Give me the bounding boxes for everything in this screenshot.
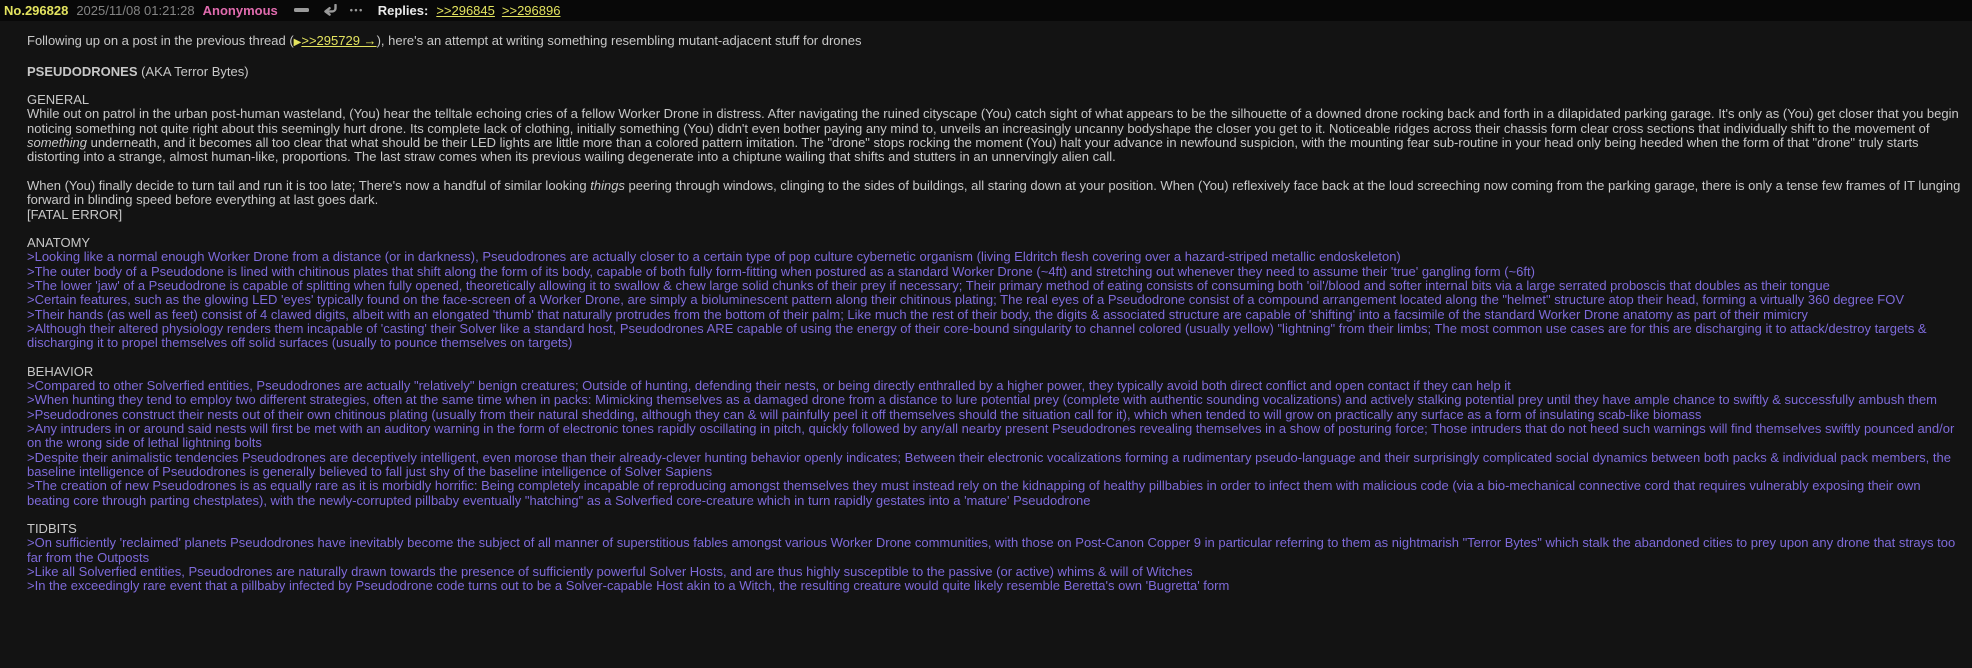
quote-line: [27, 393, 1962, 407]
section-heading: [27, 93, 1962, 107]
text-segment: things: [590, 177, 625, 193]
post-number[interactable]: No.296828: [4, 2, 69, 18]
section-heading: [27, 365, 1962, 379]
text-segment: ANATOMY: [27, 235, 91, 251]
text-segment: (AKA Terror Bytes): [137, 63, 249, 79]
post-menu-icon[interactable]: •••: [349, 5, 364, 15]
section-heading: [27, 236, 1962, 250]
text-segment: >The outer body of a Pseudodone is lined with chitinous plates that shift along the form of its body, capable of both fully form-fitting when postured as a standard Worker Drone (~4ft) and stretching out whenever they need to assume their 'true' gangling form (~6ft): [27, 263, 1535, 279]
text-segment: >On sufficiently 'reclaimed' planets Pseudodrones have inevitably become the subject of all manner of superstitious fables amongst various Worker Drone communities, with those on Post-Canon Copper 9 in particular referring to them as nightmarish "Terror Bytes" which stalk the abandoned cities to prey upon any drone that strays too far from the Outposts: [27, 535, 1956, 565]
text-segment: >Any intruders in or around said nests will first be met with an auditory warning in the form of electronic tones rapidly oscillating in pitch, quickly followed by any/all nearby present Pseudodrones revealing themselves in a show of posturing force; Those intruders that do not heed such warnings will find themselves swiftly pounced and/or on the wrong side of lethal lightning bolts: [27, 421, 1955, 451]
text-segment: >The creation of new Pseudodrones is as equally rare as it is morbidly horrific: Being completely incapable of reproducing amongst themselves they must instead rely on the kidnapping of healthy pillbabies in order to infect them with malicious code (via a bio-mechanical connective cord that requires vulnerably exposing their own beating core through parting chestplates), with the newly-corrupted pillbaby eventually "hatching" as a Solverfied core-creature which in turn rapidly gestates into a 'mature' Pseudodrone: [27, 478, 1921, 508]
text-segment: GENERAL: [27, 92, 90, 108]
post-line: [27, 208, 1962, 222]
link-arrow-icon: ▶: [293, 37, 302, 48]
poster-name: Anonymous: [202, 2, 278, 18]
text-segment: >Their hands (as well as feet) consist of 4 clawed digits, albeit with an elongated 'thumb' that naturally protrudes from the bottom of their palm; Like much the rest of their body, the digits & associated structure are capable of 'shifting' into a facsimile of the standard Worker Drone anatomy as part of their mimicry: [27, 306, 1808, 322]
post-block: [27, 179, 1962, 222]
quote-line: [27, 536, 1962, 565]
text-segment: something: [27, 135, 87, 151]
text-segment: >Looking like a normal enough Worker Drone from a distance (or in darkness), Pseudodrones are actually closer to a certain type of pop culture cybernetic organism (living Eldritch flesh covering over a hazard-striped metallic endoskeleton): [27, 249, 1401, 265]
quote-line: [27, 265, 1962, 279]
text-segment: While out on patrol in the urban post-human wasteland, (You) hear the telltale echoing cries of a fellow Worker Drone in distress. After navigating the ruined cityscape (You) catch sight of what appears to be the silhouette of a downed drone rocking back and forth in a dilapidated parking garage. It's only as (You) get closer that you begin noticing something not quite right about this seemingly hurt drone. Its complete lack of clothing, initially something (You) didn't even bother paying any mind to, unveils an increasingly uncanny bodyshape the closer you get to it. Noticeable ridges across their chassis form clear cross sections that individually shift to the movement of: [27, 106, 1959, 136]
post-block: [27, 93, 1962, 164]
quote-line: [27, 579, 1962, 593]
crosslink[interactable]: >>295729 →: [301, 33, 377, 48]
text-segment: Following up on a post in the previous thread (: [27, 33, 294, 48]
quote-line: [27, 293, 1962, 307]
post-timestamp: 2025/11/08 01:21:28: [76, 2, 195, 18]
reply-arrow-icon[interactable]: [321, 4, 338, 17]
quote-line: [27, 322, 1962, 351]
quote-line: [27, 279, 1962, 293]
post-line: [27, 107, 1962, 164]
text-segment: When (You) finally decide to turn tail and run it is too late; There's now a handful of similar looking: [27, 177, 591, 193]
text-segment: underneath, and it becomes all too clear that what should be their LED lights are little more than a colored pattern imitation. The "drone" stops rocking the moment (You) halt your advance in newfound suspicion, with the mounting fear sub-routine in your head only being heeded when the form of that "drone" truly starts distorting into a strange, almost human-like, proportions. The last straw comes when its previous wailing degenerate into a chiptune wailing that shifts and stutters in an unnervingly alien call.: [27, 135, 1919, 165]
text-segment: >The lower 'jaw' of a Pseudodrone is capable of splitting when fully opened, theoretically allowing it to swallow & chew large solid chunks of their prey if necessary; Their primary method of eating consists of consuming both 'oil'/blood and softer internal bits via a large serrated proboscis that doubles as their tongue: [27, 278, 1830, 294]
reply-links: [436, 3, 560, 18]
post-line: [27, 34, 1962, 50]
text-segment: >Certain features, such as the glowing LED 'eyes' typically found on the face-screen of a Worker Drone, are simply a bioluminescent pattern along their chitinous plating; The real eyes of a Pseudodrone consist of a compound arrangement located along the "helmet" structure atop their head, forming a virtually 360 degree FOV: [27, 292, 1905, 308]
quote-line: [27, 479, 1962, 508]
hide-post-icon[interactable]: [294, 8, 309, 12]
text-segment: BEHAVIOR: [27, 363, 94, 379]
post-header: [0, 0, 1972, 21]
text-segment: [FATAL ERROR]: [27, 206, 123, 222]
quote-line: [27, 308, 1962, 322]
post-body: [0, 21, 1972, 594]
text-segment: >When hunting they tend to employ two different strategies, often at the same time when in packs: Mimicking themselves as a damaged drone from a distance to lure potential prey (complete with authentic sounding vocalizations) and actively stalking potential prey until they have ample chance to swiftly & successfully ambush them: [27, 392, 1937, 408]
text-segment: TIDBITS: [27, 521, 77, 537]
text-segment: >Although their altered physiology renders them incapable of 'casting' their Solver like a standard host, Pseudodrones ARE capable of using the energy of their core-bound singularity to channel colored (usually yellow) "lightning" from their limbs; The most common use cases are for this are discharging it to attack/destroy targets & discharging it to propel themselves off solid surfaces (usually to pounce themselves on targets): [27, 320, 1927, 351]
section-heading: [27, 522, 1962, 536]
post-block: [27, 236, 1962, 350]
quote-line: [27, 451, 1962, 480]
replies-label: Replies:: [377, 2, 429, 18]
text-segment: >Compared to other Solverfied entities, Pseudodrones are actually "relatively" benign creatures; Outside of hunting, defending their nests, or being directly enthralled by a higher power, they typically avoid both direct conflict and open contact if they can help it: [27, 378, 1511, 394]
post-block: [27, 34, 1962, 50]
post-block: [27, 65, 1962, 79]
post-block: [27, 365, 1962, 508]
post-block: [27, 522, 1962, 593]
text-segment: >In the exceedingly rare event that a pillbaby infected by Pseudodrone code turns out to be a Solver-capable Host akin to a Witch, the resulting creature would quite likely resemble Beretta's own 'Bugretta' form: [27, 578, 1230, 594]
quote-line: [27, 250, 1962, 264]
text-segment: ), here's an attempt at writing something resembling mutant-adjacent stuff for drones: [376, 33, 862, 48]
post-line: [27, 65, 1962, 79]
reply-link[interactable]: >>296845: [436, 2, 495, 18]
text-segment: PSEUDODRONES: [27, 63, 138, 79]
quote-line: [27, 379, 1962, 393]
quote-line: [27, 565, 1962, 579]
text-segment: >Pseudodrones construct their nests out of their own chitinous plating (usually from their natural shedding, although they can & will painfully peel it off themselves should the situation call for it), which when tended to will grow on practically any surface as a form of insulating scab-like biomass: [27, 406, 1702, 422]
text-segment: peering through windows, clinging to the sides of buildings, all staring down at your position. When (You) reflexively face back at the loud screeching now coming from the parking garage, there is only a tense few frames of IT lunging forward in blinding speed before everything at last goes dark.: [27, 177, 1961, 208]
text-segment: >Despite their animalistic tendencies Pseudodrones are deceptively intelligent, even morose than their already-clever hunting behavior openly indicates; Between their electronic vocalizations forming a rudimentary pseudo-language and their surprisingly complicated social dynamics between both packs & individual pack members, the baseline intelligence of Pseudodrones is generally believed to fall just shy of the baseline intelligence of Solver Sapiens: [27, 449, 1951, 479]
post-line: [27, 179, 1962, 208]
quote-line: [27, 422, 1962, 451]
quote-line: [27, 408, 1962, 422]
text-segment: >Like all Solverfied entities, Pseudodrones are naturally drawn towards the presence of sufficiently powerful Solver Hosts, and are thus highly susceptible to the passive (or active) whims & will of Witches: [27, 563, 1193, 579]
reply-link[interactable]: >>296896: [501, 2, 561, 18]
